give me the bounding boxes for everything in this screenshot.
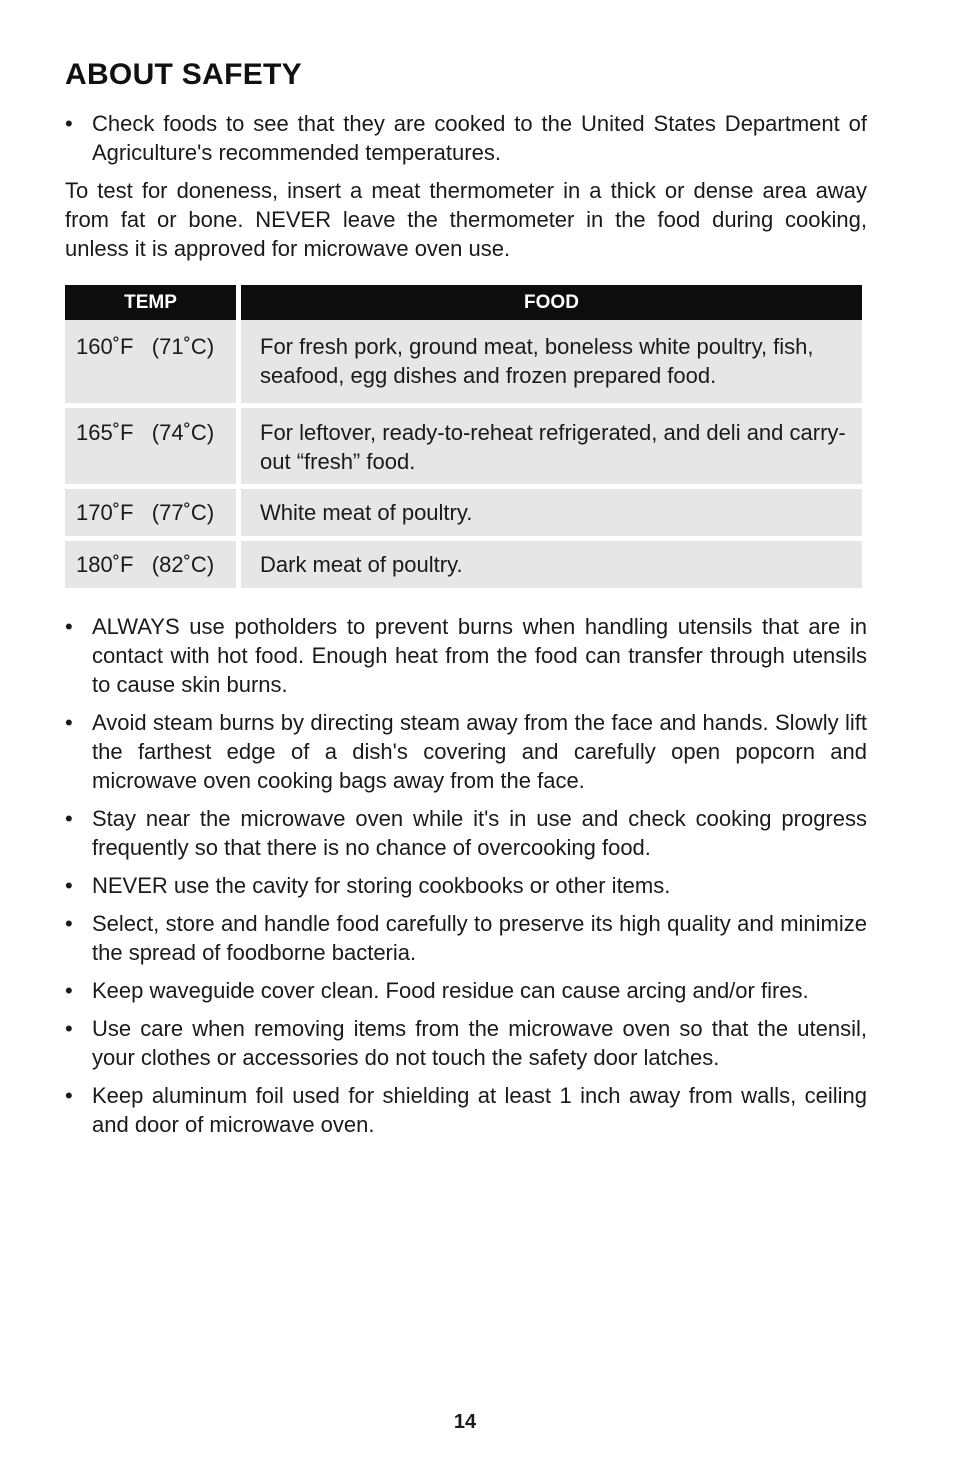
food-cell: For leftover, ready-to-reheat refrigerated, and deli and carry-out “fresh” food. — [241, 403, 862, 484]
bullet-item: • Select, store and handle food carefully to preserve its high quality and minimize the spread of foodborne bacteria. — [65, 909, 867, 967]
header-food: FOOD — [241, 285, 862, 320]
bullet-item: • Use care when removing items from the microwave oven so that the utensil, your clothes or accessories do not touch the safety door latches. — [65, 1014, 867, 1072]
bullet-item: • Check foods to see that they are cooked to the United States Department of Agriculture's recommended temperatures. — [65, 109, 867, 167]
table-row — [65, 484, 862, 536]
intro-bullet-list — [65, 109, 867, 167]
bullet-item: • NEVER use the cavity for storing cookbooks or other items. — [65, 871, 867, 900]
header-temp: TEMP — [65, 285, 241, 320]
bullet-item: • Stay near the microwave oven while it's in use and check cooking progress frequently so that there is no chance of overcooking food. — [65, 804, 867, 862]
table-row — [65, 403, 862, 484]
bullet-item: • Keep aluminum foil used for shielding at least 1 inch away from walls, ceiling and door of microwave oven. — [65, 1081, 867, 1139]
bullet-item: • ALWAYS use potholders to prevent burns when handling utensils that are in contact with hot food. Enough heat from the food can transfer through utensils to cause skin burns. — [65, 612, 867, 699]
bullet-item: • Avoid steam burns by directing steam away from the face and hands. Slowly lift the farthest edge of a dish's covering and carefully open popcorn and microwave oven cooking bags away from the face. — [65, 708, 867, 795]
section-heading: ABOUT SAFETY — [65, 58, 302, 91]
food-cell: Dark meat of poultry. — [241, 536, 862, 588]
table-header-row — [65, 285, 862, 320]
table-row — [65, 536, 862, 588]
safety-bullet-list — [65, 612, 867, 1139]
food-cell: White meat of poultry. — [241, 484, 862, 536]
doneness-paragraph: To test for doneness, insert a meat thermometer in a thick or dense area away from fat or bone. NEVER leave the thermometer in the food during cooking, unless it is approved for microwave oven use. — [65, 178, 867, 261]
bullet-item: • Keep waveguide cover clean. Food residue can cause arcing and/or fires. — [65, 976, 867, 1005]
temp-cell: 160˚F (71˚C) — [65, 320, 241, 403]
temperature-table — [65, 285, 862, 588]
temp-cell: 170˚F (77˚C) — [65, 484, 241, 536]
food-cell: For fresh pork, ground meat, boneless white poultry, fish, seafood, egg dishes and frozen prepared food. — [241, 320, 862, 403]
temp-cell: 165˚F (74˚C) — [65, 403, 241, 484]
page-number: 14 — [453, 1411, 477, 1433]
table-row — [65, 320, 862, 403]
temp-cell: 180˚F (82˚C) — [65, 536, 241, 588]
